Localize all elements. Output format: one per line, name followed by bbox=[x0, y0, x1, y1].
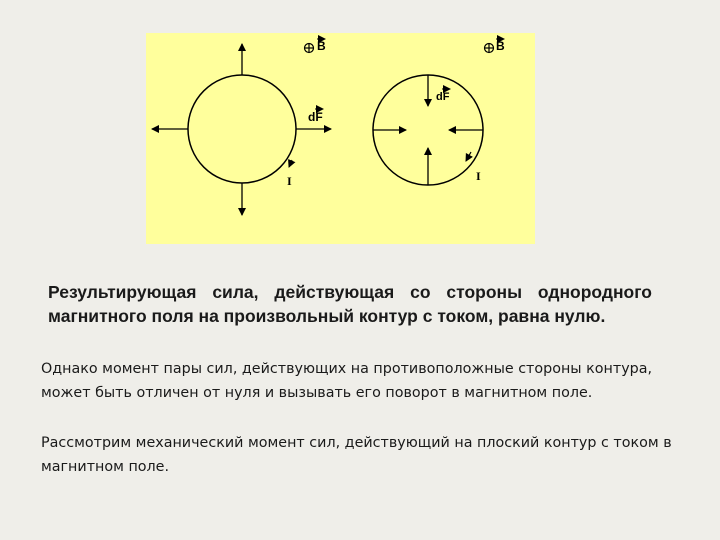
left-force-symbol bbox=[308, 109, 323, 124]
left-current-label: I bbox=[287, 174, 292, 188]
left-field-symbol bbox=[305, 39, 327, 53]
force-diagram bbox=[146, 33, 535, 244]
left-current-loop bbox=[188, 75, 296, 183]
left-force-label: dF bbox=[308, 110, 323, 124]
right-force-symbol bbox=[436, 89, 450, 103]
torque-paragraph: Однако момент пары сил, действующих на противоположные стороны контура, может быть отличен от нуля и вызывать его поворот в магнитном поле. bbox=[41, 361, 653, 401]
right-current-label: I bbox=[476, 169, 481, 183]
right-current-direction-arrow bbox=[466, 152, 471, 161]
right-loop bbox=[373, 39, 505, 185]
net-force-statement: Результирующая сила, действующая со стороны однородного магнитного поля на произвольный контур с током, равна нулю. bbox=[48, 282, 652, 326]
right-field-label: B bbox=[496, 39, 505, 53]
left-field-label: B bbox=[317, 39, 326, 53]
left-current-direction-arrow bbox=[289, 160, 292, 167]
left-loop bbox=[152, 39, 331, 215]
right-field-symbol bbox=[485, 39, 506, 53]
diagram-panel bbox=[146, 33, 535, 244]
consider-torque-paragraph: Рассмотрим механический момент сил, действующий на плоский контур с током в магнитном поле. bbox=[41, 435, 672, 475]
right-force-label: dF bbox=[436, 91, 450, 103]
